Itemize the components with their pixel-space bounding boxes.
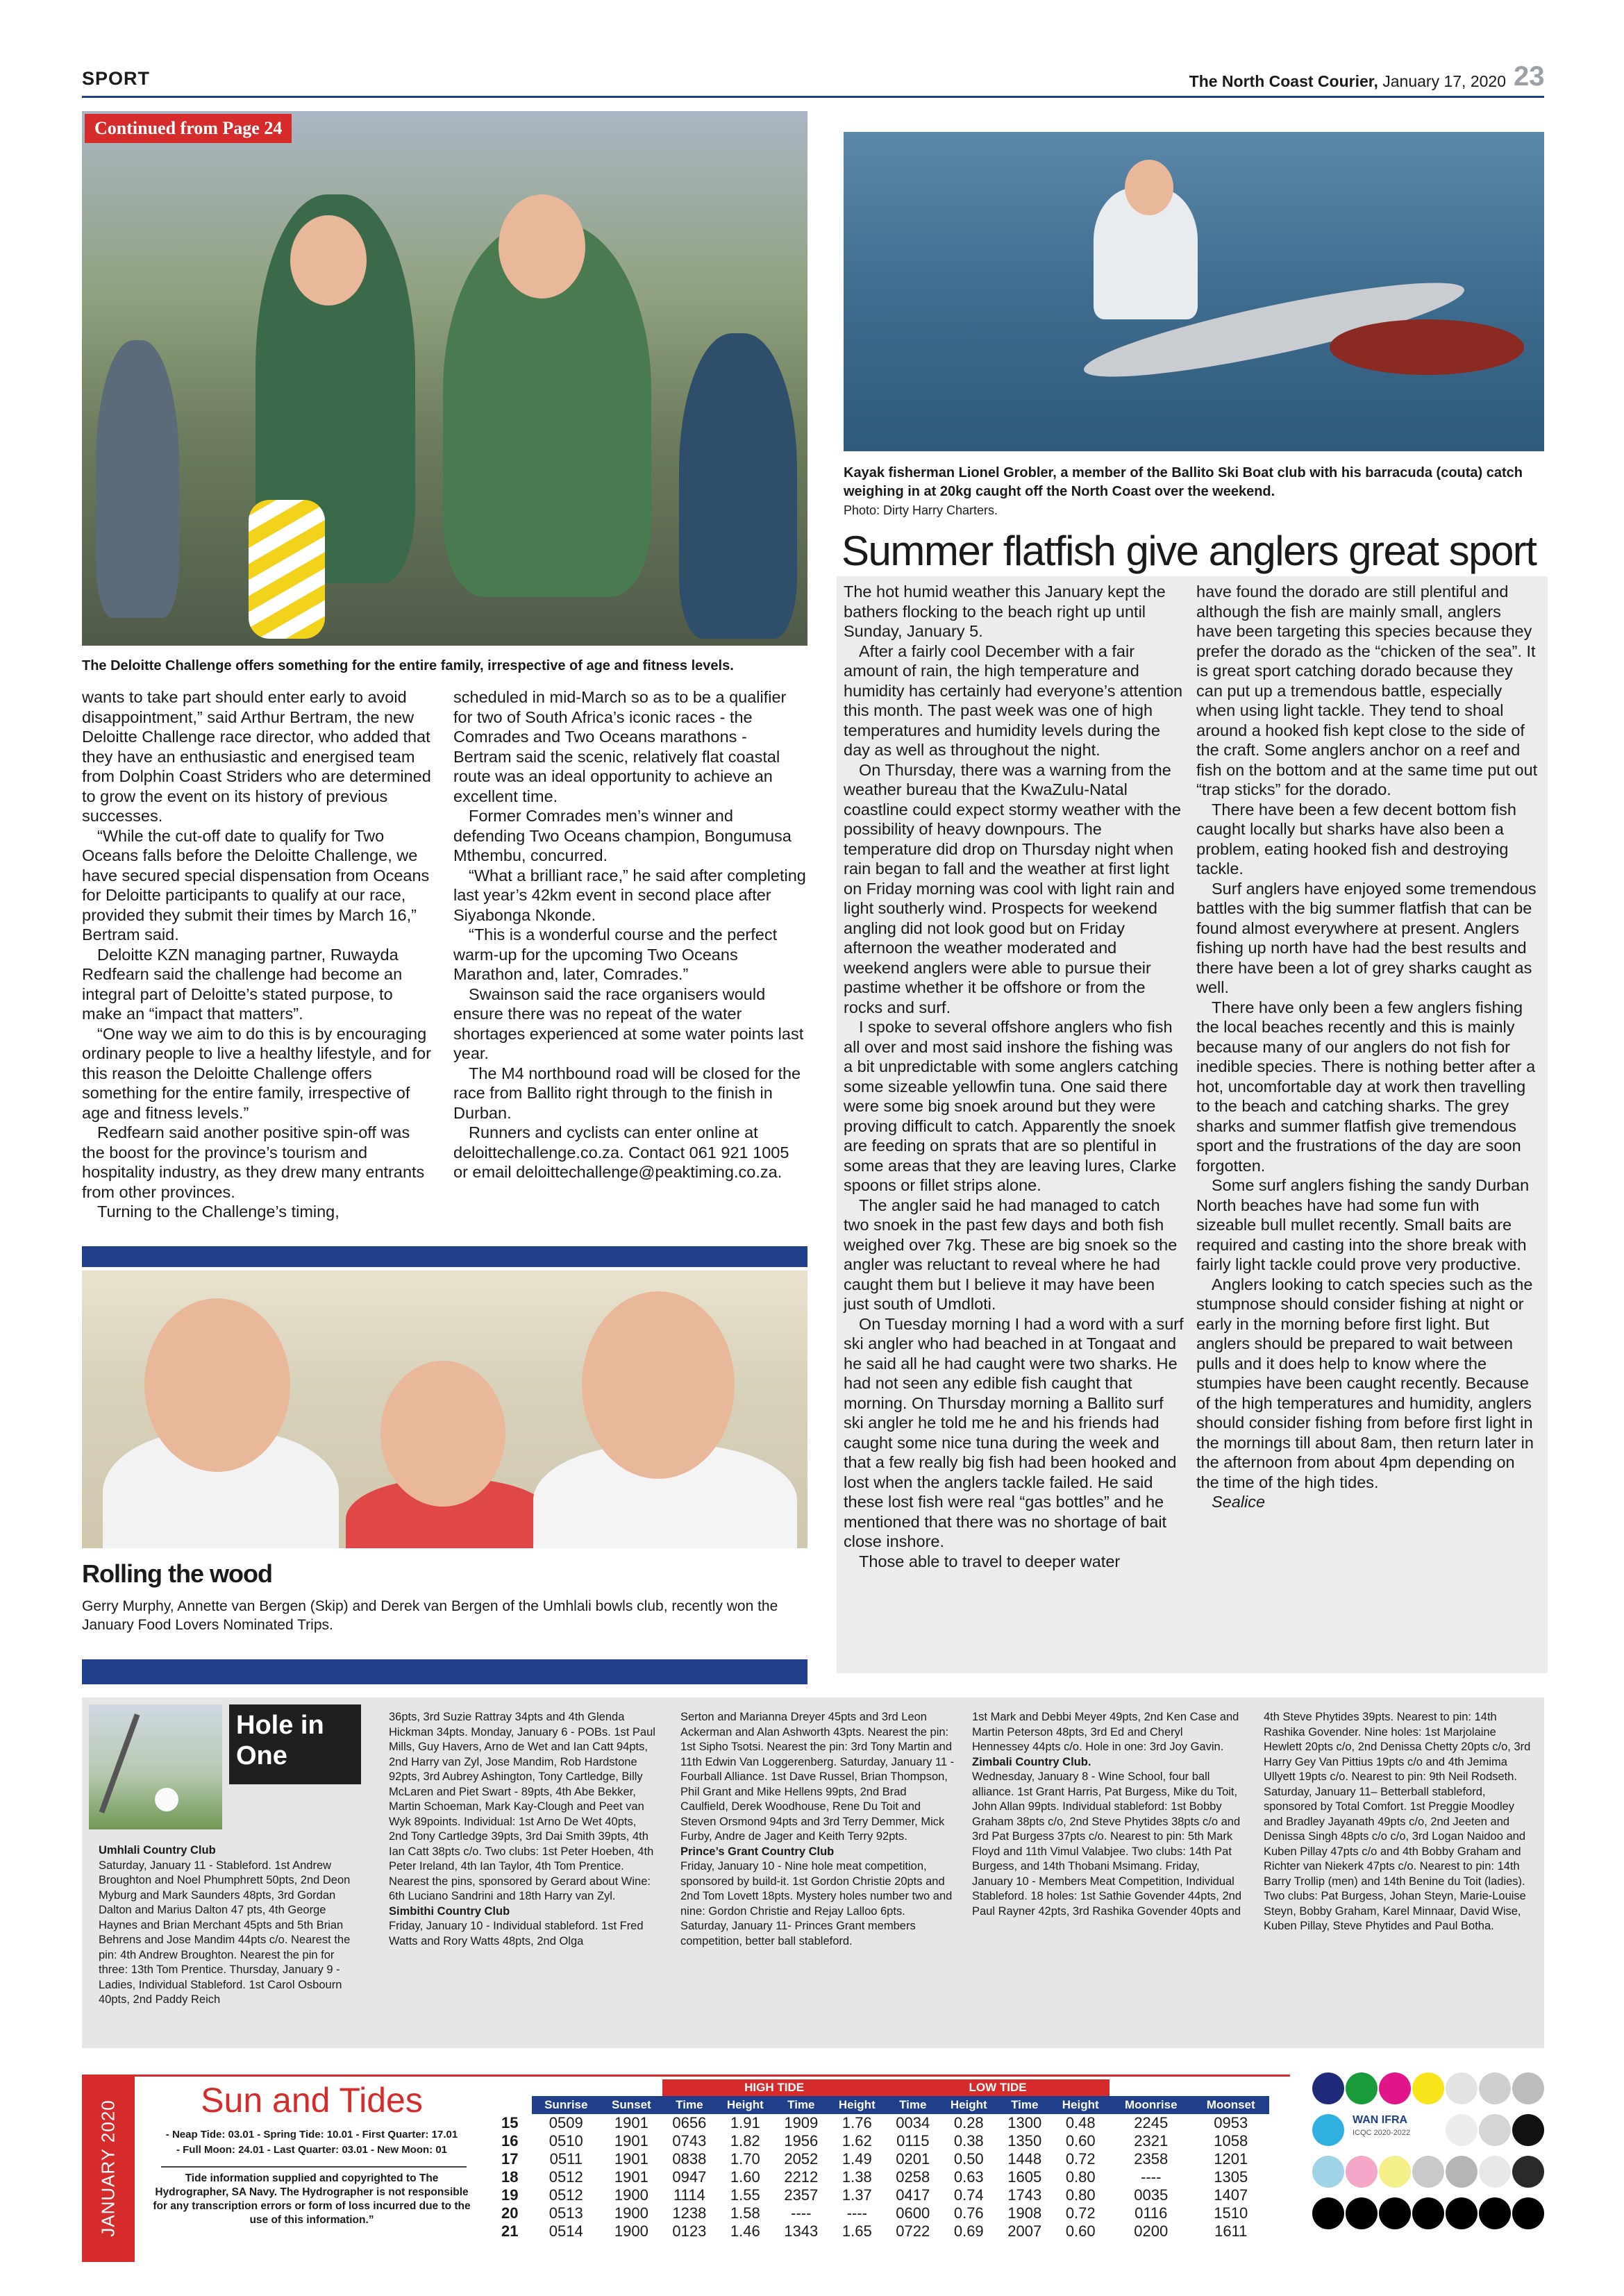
tide-cell: 0510 xyxy=(549,2132,583,2150)
photo-credit: Photo: Dirty Harry Charters. xyxy=(844,503,998,517)
tide-day: 19 xyxy=(501,2186,519,2204)
tide-cell: 0201 xyxy=(896,2150,930,2168)
tide-column-header: Height xyxy=(828,2096,887,2114)
colour-swatch xyxy=(1346,2197,1378,2229)
tide-cell: 1611 xyxy=(1214,2222,1248,2240)
blank-header xyxy=(499,2079,532,2096)
paragraph: There have only been a few anglers fishing the local beaches recently and this is mainly because many of our anglers do not fish for inedible species. There is nothing better after a hot, uncomfortable day at work then travelling to the beach and catching sharks. The grey sharks and summer flatfish give tremendous sport and the frustrations of the day are soon forgotten. xyxy=(1196,998,1536,1175)
tide-cell: 0600 xyxy=(896,2204,930,2222)
paragraph: The hot humid weather this January kept the bathers flocking to the beach right up until Sunday, January 5. xyxy=(844,583,1166,640)
tide-cell: 1.91 xyxy=(730,2114,760,2131)
tide-cell: 1201 xyxy=(1214,2150,1248,2168)
runners-story-col2 xyxy=(453,687,807,1182)
tide-row xyxy=(499,2132,1269,2150)
tide-cell: 1.37 xyxy=(842,2186,872,2204)
tide-cell: 0116 xyxy=(1135,2204,1168,2222)
moon-phase-notes xyxy=(149,2127,475,2158)
club-name: Prince’s Grant Country Club xyxy=(680,1845,835,1858)
tide-cell: 0953 xyxy=(1214,2114,1248,2131)
tide-cell: 0511 xyxy=(549,2150,583,2168)
golf-col3 xyxy=(680,1710,955,1949)
bowls-caption: Gerry Murphy, Annette van Bergen (Skip) and Derek van Bergen of the Umhlali bowls club, recently won the January Food Lovers Nominated Trips. xyxy=(82,1598,778,1633)
tide-cell: 0.76 xyxy=(953,2204,984,2222)
tide-cell: 0.60 xyxy=(1065,2222,1096,2240)
tide-row xyxy=(499,2186,1269,2204)
wan-ifra-sub: ICQC 2020-2022 xyxy=(1353,2129,1411,2137)
tide-cell: 1300 xyxy=(1007,2114,1042,2131)
tide-cell: 2007 xyxy=(1007,2222,1042,2240)
tide-cell: 0.80 xyxy=(1065,2168,1096,2186)
paragraph: scheduled in mid-March so as to be a qualifier for two of South Africa’s iconic races - the Comrades and Two Oceans marathons - Bertram said the scenic, relatively flat coastal route was an ideal opportunity to achieve an excellent time. xyxy=(453,688,787,805)
tide-cell: 0514 xyxy=(549,2222,583,2240)
tide-column-header: Height xyxy=(1051,2096,1110,2114)
tide-day: 20 xyxy=(501,2204,519,2222)
sun-tides-title: Sun and Tides xyxy=(201,2081,423,2120)
paragraph: Some surf anglers fishing the sandy Durban North beaches have had some fun with sizeable bull mullet recently. Small baits are required and casting into the shore break with fairly light tackle could prove very productive. xyxy=(1196,1176,1530,1273)
tide-day: 18 xyxy=(501,2168,519,2186)
colour-swatch xyxy=(1312,2156,1344,2188)
blank-header xyxy=(499,2096,532,2114)
month-label-wrap xyxy=(82,2075,135,2262)
golf-results-text: 36pts, 3rd Suzie Rattray 34pts and 4th Glenda Hickman 34pts. Monday, January 6 - POBs. 1st Paul Mills, Guy Havers, Arno de Wet and Ian Catt 94pts, 2nd Harry van Zyl, Jose Mandim, Rob Hardstone 92pts, 3rd Aubrey Ashington, Tony Cartledge, Billy McLaren and Piet Swart - 89pts, 4th Abe Bekker, Martin Schoeman, Mark Kay-Clough and Peet van Wyk 89points. Individual: 1st Arno De Wet 40pts, 2nd Tony Cartledge 39pts, 3rd Dai Smith 39pts, 4th Ian Catt 38pts c/o. Two clubs: 1st Peter Hoeben, 4th Peter Ireland, 4th Ian Taylor, 4th Tom Prentice. Nearest the pins, sponsored by Gerard about Wine: 6th Luciano Sandrini and 18th Harry van Zyl. xyxy=(389,1711,655,1902)
tide-cell: 0200 xyxy=(1134,2222,1169,2240)
tide-cell: 2212 xyxy=(784,2168,819,2186)
tide-column-header: Moonrise xyxy=(1110,2096,1192,2114)
colour-swatch xyxy=(1346,2156,1378,2188)
blank-header xyxy=(532,2079,662,2096)
paragraph: have found the dorado are still plentiful and although the fish are mainly small, anglers have been targeting this species because they prefer the dorado as the “chicken of the sea”. It is great sport catching dorado because they can put up a tremendous battle, especially when using light tackle. They tend to shoal around a hooked fish kept close to the side of the craft. Some anglers anchor on a reef and fish on the bottom and at the same time put out “trap sticks” for the dorado. xyxy=(1196,583,1538,798)
paragraph: On Tuesday morning I had a word with a surf ski angler who had beached in at Tongaat and he said all he had caught were two sharks. He had not seen any edible fish caught that morning. On Thursday morning a Ballito surf ski angler he told me he and his friends had caught some nice tuna during the week and that a few really big fish had been hooked and lost when the anglers tackle failed. He said these lost fish were real “gas bottles” and he mentioned that there was no shortage of bait close inshore. xyxy=(844,1314,1184,1550)
tide-row xyxy=(499,2222,1269,2240)
tide-cell: 1.46 xyxy=(730,2222,760,2240)
tide-cell: 1900 xyxy=(614,2204,648,2222)
high-tide-header: HIGH TIDE xyxy=(662,2079,886,2096)
colour-swatch xyxy=(1479,2114,1511,2146)
tide-cell: 1901 xyxy=(614,2168,648,2186)
divider xyxy=(161,2166,467,2168)
issue-date: January 17, 2020 xyxy=(1382,72,1506,90)
tide-cell: 2245 xyxy=(1134,2114,1169,2131)
colour-swatch xyxy=(1512,2072,1544,2104)
tide-cell: 0115 xyxy=(896,2132,930,2150)
paper-dateline xyxy=(1189,72,1506,91)
colour-swatch xyxy=(1346,2072,1378,2104)
tide-row xyxy=(499,2168,1269,2186)
colour-swatch xyxy=(1379,2197,1411,2229)
runners-story-col1 xyxy=(82,687,433,1222)
colour-swatch xyxy=(1312,2114,1344,2146)
tide-cell: ---- xyxy=(1141,2168,1162,2186)
tide-cell: 0.80 xyxy=(1065,2186,1096,2204)
tide-cell: 1901 xyxy=(614,2150,648,2168)
moon-note: - Full Moon: 24.01 - Last Quarter: 03.01 - New Moon: 01 xyxy=(176,2144,448,2156)
paragraph: “While the cut-off date to qualify for Two Oceans falls before the Deloitte Challenge, we have secured special dispensation from Oceans for Deloitte participants to qualify at our race, provided they submit their times by March 16,” Bertram said. xyxy=(82,826,430,944)
paragraph: “This is a wonderful course and the perfect warm-up for the upcoming Two Oceans Marathon and, later, Comrades.” xyxy=(453,925,778,983)
golf-results-text: Friday, January 10 - Nine hole meat competition, sponsored by build-it. 1st Gordon Christie 20pts and 2nd Tom Lovett 18pts. Mystery holes number two and nine: Gordon Christie and Rejay Lalloo 6pts. Saturday, January 11- Princes Grant members competition, better ball stableford. xyxy=(680,1860,953,1947)
colour-swatch xyxy=(1312,2197,1344,2229)
header-rule xyxy=(82,96,1544,98)
tide-cell: 0.48 xyxy=(1065,2114,1096,2131)
paragraph: Those able to travel to deeper water xyxy=(859,1552,1121,1570)
colour-swatch xyxy=(1412,2156,1444,2188)
tide-day: 15 xyxy=(501,2114,519,2131)
tide-cell: 1901 xyxy=(614,2132,648,2150)
paragraph: Deloitte KZN managing partner, Ruwayda Redfearn said the challenge had become an integral part of Deloitte’s stated purpose, to make an “impact that matters”. xyxy=(82,945,403,1023)
tide-cell: 1407 xyxy=(1214,2186,1248,2204)
byline: Sealice xyxy=(1212,1493,1266,1511)
moon-note: - Neap Tide: 03.01 - Spring Tide: 10.01 - First Quarter: 17.01 xyxy=(165,2129,458,2140)
paragraph: After a fairly cool December with a fair amount of rain, the high temperature and humidity has certainly had everyone’s attention this month. The past week was one of high temperatures and humidity levels during the day as well as throughout the night. xyxy=(844,642,1183,759)
page-number: 23 xyxy=(1514,61,1545,92)
paragraph: The M4 northbound road will be closed for the race from Ballito right through to the finish in Durban. xyxy=(453,1064,801,1122)
tide-cell: 2358 xyxy=(1134,2150,1169,2168)
paragraph: Swainson said the race organisers would ensure there was no repeat of the water shortages experienced at some water points last year. xyxy=(453,984,804,1062)
tide-column-header: Sunset xyxy=(601,2096,663,2114)
colour-swatch xyxy=(1312,2072,1344,2104)
kayak-photo xyxy=(844,132,1544,451)
kayak-caption xyxy=(844,464,1544,520)
tide-cell: 2357 xyxy=(784,2186,819,2204)
tide-column-header: Time xyxy=(886,2096,939,2114)
colour-swatch xyxy=(1379,2072,1411,2104)
tide-cell: 1114 xyxy=(673,2186,705,2204)
colour-swatch xyxy=(1512,2114,1544,2146)
tide-cell: 0947 xyxy=(672,2168,707,2186)
tide-cell: 0.74 xyxy=(953,2186,984,2204)
tide-column-header: Sunrise xyxy=(532,2096,601,2114)
tide-cell: 1.55 xyxy=(730,2186,760,2204)
club-name: Zimbali Country Club. xyxy=(972,1755,1091,1768)
tide-cell: ---- xyxy=(846,2204,867,2222)
tide-cell: 0513 xyxy=(549,2204,583,2222)
golf-results-text: Saturday, January 11 - Stableford. 1st Andrew Broughton and Noel Phumphrett 50pts, 2nd Deon Myburg and Mark Saunders 48pts, 3rd Gordan Dalton and Marius Dalton 47 pts, 4th George Haynes and Brian Merchant 45pts and 5th Brian Behrens and Jose Mandim 44pts c/o. Nearest the pin: 4th Andrew Broughton. Nearest the pin for three: 13th Tom Prentice. Thursday, January 9 - Ladies, Individual Stableford. 1st Carol Osbourn 40pts, 2nd Paddy Reich xyxy=(99,1859,351,2006)
tide-cell: 1.60 xyxy=(730,2168,760,2186)
tide-cell: 1.58 xyxy=(730,2204,760,2222)
colour-swatch xyxy=(1412,2197,1444,2229)
tide-cell: 0035 xyxy=(1134,2186,1169,2204)
tide-cell: 0509 xyxy=(549,2114,583,2131)
tide-cell: 0034 xyxy=(896,2114,930,2131)
tide-cell: 0512 xyxy=(549,2168,583,2186)
paragraph: Redfearn said another positive spin-off was the boost for the province’s tourism and hospitality industry, as they drew many entrants from other provinces. xyxy=(82,1123,425,1201)
fishing-col2 xyxy=(1196,582,1540,1512)
runners-photo-caption: The Deloitte Challenge offers something for the entire family, irrespective of age and fitness levels. xyxy=(82,658,734,673)
tide-cell: 1605 xyxy=(1007,2168,1042,2186)
tide-cell: 0417 xyxy=(896,2186,930,2204)
paragraph: Former Comrades men’s winner and defending Two Oceans champion, Bongumusa Mthembu, concurred. xyxy=(453,807,792,864)
tide-cell: 0722 xyxy=(896,2222,930,2240)
golf-results-text: Wednesday, January 8 - Wine School, four ball alliance. 1st Grant Harris, Pat Burgess, Mike du Toit, John Allan 99pts. Individual stableford: 1st Bobby Graham 38pts c/o, 2nd Steve Phytides 38pts c/o and 3rd Pat Burgess 37pts c/o. Nearest to pin: 5th Mark Floyd and 11th Vimul Valabjee. Two clubs: 14th Pat Burgess, and 14th Thobani Msimang. Friday, January 10 - Members Meat Competition, Individual Stableford. 18 holes: 1st Sathie Govender 44pts, 2nd Paul Rayner 42pts, 3rd Rashika Govender 40pts and xyxy=(972,1770,1242,1918)
wan-ifra-logo: WAN IFRA xyxy=(1353,2114,1408,2126)
paragraph: wants to take part should enter early to avoid disappointment,” said Arthur Bertram, the new Deloitte Challenge race director, who added that they have an enthusiastic and energised team from Dolphin Coast Striders who are determined to grow the event on its history of previous successes. xyxy=(82,688,431,825)
colour-swatch xyxy=(1512,2156,1544,2188)
tide-cell: 1909 xyxy=(784,2114,819,2131)
tide-row xyxy=(499,2150,1269,2168)
tide-cell: 1510 xyxy=(1214,2204,1248,2222)
bowls-title: Rolling the wood xyxy=(82,1559,272,1588)
golf-col2 xyxy=(389,1710,656,1949)
tide-cell: 1908 xyxy=(1007,2204,1042,2222)
club-name: Simbithi Country Club xyxy=(389,1904,510,1918)
fishing-col1 xyxy=(844,582,1184,1571)
paragraph: I spoke to several offshore anglers who fish all over and most said inshore the fishing was a bit unpredictable with some anglers catching some sizeable yellowfin tuna. One said there were some big snoek around but they were proving difficult to catch. Apparently the snoek are feeding on sprats that are so plentiful in some areas that they are leaving lures, Clarke spoons or fillet strips alone. xyxy=(844,1018,1179,1194)
bowls-photo xyxy=(82,1271,807,1548)
tide-cell: 0.72 xyxy=(1065,2150,1096,2168)
tide-cell: 1343 xyxy=(784,2222,819,2240)
month-label: JANUARY 2020 xyxy=(97,2100,119,2237)
hole-in-one-title: Hole in One xyxy=(229,1704,361,1784)
tide-cell: 0.63 xyxy=(953,2168,984,2186)
tide-cell: 1238 xyxy=(672,2204,707,2222)
tide-cell: 0512 xyxy=(549,2186,583,2204)
tide-day: 16 xyxy=(501,2132,519,2150)
tide-cell: 0258 xyxy=(896,2168,930,2186)
paragraph: There have been a few decent bottom fish caught locally but sharks have also been a problem, eating hooked fish and destroying tackle. xyxy=(1196,800,1516,878)
blank-header xyxy=(1110,2079,1269,2096)
tide-cell: 1743 xyxy=(1007,2186,1042,2204)
tide-column-header: Height xyxy=(939,2096,998,2114)
tide-cell: 0.50 xyxy=(953,2150,984,2168)
paper-name: The North Coast Courier, xyxy=(1189,72,1378,90)
tide-cell: ---- xyxy=(791,2204,812,2222)
paragraph: Surf anglers have enjoyed some tremendous battles with the big summer flatfish that can be found almost everywhere at present. Anglers fishing up north have had the best results and there have been a lot of grey sharks caught as well. xyxy=(1196,879,1537,996)
section-bar xyxy=(82,1659,807,1684)
paragraph: “What a brilliant race,” he said after completing last year’s 42km event in second place after Siyabonga Nkonde. xyxy=(453,866,806,924)
paragraph: “One way we aim to do this is by encouraging ordinary people to live a healthy lifestyle, and for this reason the Deloitte Challenge offers something for the entire family, irrespective of age and fitness levels.” xyxy=(82,1024,431,1122)
tide-cell: 1.76 xyxy=(842,2114,872,2131)
colour-swatch xyxy=(1479,2156,1511,2188)
tide-row xyxy=(499,2114,1269,2132)
tide-cell: 1.49 xyxy=(842,2150,872,2168)
tide-cell: 1.62 xyxy=(842,2132,872,2150)
tide-table xyxy=(499,2079,1269,2240)
golf-results-text: Serton and Marianna Dreyer 45pts and 3rd Leon Ackerman and Alan Ashworth 43pts. Nearest the pin: 1st Sipho Tsotsi. Nearest the pin: 3rd Tony Martin and 11th Edwin Van Loggerenberg. Saturday, January 11 - Fourball Alliance. 1st Dave Russel, Brian Thompson, Phil Grant and Mike Hellens 99pts, 2nd Brad Caulfield, Derek Woodhouse, Rene Du Toit and Steven Orsmond 94pts and 3rd Terry Demmer, Mick Furby, Andre de Jager and Keith Terry 92pts. xyxy=(680,1711,955,1843)
section-label: SPORT xyxy=(82,68,151,89)
colour-swatch xyxy=(1446,2156,1477,2188)
fishing-headline: Summer flatfish give anglers great sport xyxy=(842,528,1537,574)
paragraph: Turning to the Challenge’s timing, xyxy=(97,1203,340,1221)
paragraph: Anglers looking to catch species such as the stumpnose should consider fishing at night or early in the morning before first light. But anglers should be prepared to wait between pulls and it does help to know where the stumpies have been caught recently. Because of the high temperatures and humidity, anglers should consider fishing from before first light in the mornings till about 8am, then return later in the afternoon from about 4pm depending on the time of the high tides. xyxy=(1196,1275,1534,1491)
tide-cell: 0656 xyxy=(672,2114,707,2131)
golf-results-text: 1st Mark and Debbi Meyer 49pts, 2nd Ken Case and Martin Peterson 48pts, 3rd Ed and Cheryl Hennessey 44pts c/o. Hole in one: 3rd Joy Gavin. xyxy=(972,1711,1239,1753)
colour-swatch xyxy=(1446,2197,1477,2229)
golf-col4 xyxy=(972,1710,1243,1919)
golf-col5 xyxy=(1264,1710,1534,1934)
colour-swatch xyxy=(1512,2197,1544,2229)
tide-cell: 0.38 xyxy=(953,2132,984,2150)
paragraph: The angler said he had managed to catch two snoek in the past few days and both fish weighed over 7kg. These are big snoek so the angler was reluctant to reveal where he had caught them but I believe it may have been just south of Umdloti. xyxy=(844,1196,1178,1313)
tide-cell: 1.82 xyxy=(730,2132,760,2150)
tide-cell: 0.28 xyxy=(953,2114,984,2131)
tide-cell: 1956 xyxy=(784,2132,819,2150)
tide-cell: 1448 xyxy=(1007,2150,1042,2168)
tide-cell: 0743 xyxy=(672,2132,707,2150)
tide-cell: 1.65 xyxy=(842,2222,872,2240)
golf-results-text: 4th Steve Phytides 39pts. Nearest to pin: 14th Rashika Govender. Nine holes: 1st Marjolaine Hewlett 20pts c/o, 2nd Denissa Chetty 20pts c/o, 3rd Harry Gey Van Pittius 19pts c/o and 4th Jemima Ullyett 19pts c/o. Nearest to pin: 9th Neil Rodseth. Saturday, January 11– Betterball stableford, sponsored by Total Comfort. 1st Preggie Moodley and Bradley Jayanath 49pts c/o, 2nd Jeeten and Denissa Singh 48pts c/o c/o, 3rd Logan Naidoo and Kuben Pillay 47pts c/o and 4th Bobby Graham and Richter van Niekerk 47pts c/o. Nearest to pin: 14th Barry Trollip (men) and 14th Benine du Toit (ladies). Two clubs: Pat Burgess, Johan Steyn, Marie-Louise Steyn, Bobby Graham, Karel Minnaar, David Wise, Kuben Pillay, Steve Phytides and Paul Botha. xyxy=(1264,1711,1531,1932)
tide-cell: 1901 xyxy=(614,2114,648,2131)
tide-cell: 1.70 xyxy=(730,2150,760,2168)
tide-cell: 1900 xyxy=(614,2186,648,2204)
tide-cell: 0.60 xyxy=(1065,2132,1096,2150)
runners-photo xyxy=(82,111,807,646)
tide-cell: 1305 xyxy=(1214,2168,1248,2186)
colour-swatch xyxy=(1446,2114,1477,2146)
low-tide-header: LOW TIDE xyxy=(886,2079,1110,2096)
tide-copyright: Tide information supplied and copyrighted to The Hydrographer, SA Navy. The Hydrographer is not responsible for any transcription errors or form of loss incurred due to the use of this information.” xyxy=(153,2172,471,2226)
tide-cell: 2052 xyxy=(784,2150,819,2168)
golf-ball-photo xyxy=(89,1704,222,1829)
tide-cell: 0.72 xyxy=(1065,2204,1096,2222)
tide-cell: 0123 xyxy=(672,2222,707,2240)
tide-cell: 0.69 xyxy=(953,2222,984,2240)
golf-results-text: Friday, January 10 - Individual stableford. 1st Fred Watts and Rory Watts 48pts, 2nd Olga xyxy=(389,1920,644,1947)
section-bar xyxy=(82,1246,807,1267)
print-colour-bar xyxy=(1312,2072,1544,2239)
tide-cell: 0838 xyxy=(672,2150,707,2168)
tide-column-header: Time xyxy=(774,2096,828,2114)
tide-column-header: Height xyxy=(717,2096,775,2114)
tide-column-header: Time xyxy=(662,2096,716,2114)
colour-swatch xyxy=(1446,2072,1477,2104)
club-name: Umhlali Country Club xyxy=(99,1844,216,1857)
tide-cell: 1900 xyxy=(614,2222,648,2240)
tide-cell: 2321 xyxy=(1134,2132,1169,2150)
tide-row xyxy=(499,2204,1269,2222)
colour-swatch xyxy=(1379,2156,1411,2188)
golf-col1 xyxy=(99,1843,362,2008)
tide-cell: 1.38 xyxy=(842,2168,872,2186)
kayak-caption-text: Kayak fisherman Lionel Grobler, a member of the Ballito Ski Boat club with his barracuda (couta) catch weighing in at 20kg caught off the North Coast over the weekend. xyxy=(844,465,1523,499)
tide-column-header: Moonset xyxy=(1192,2096,1269,2114)
tide-day: 17 xyxy=(501,2150,519,2168)
continued-tag: Continued from Page 24 xyxy=(85,114,292,143)
tide-cell: 1350 xyxy=(1007,2132,1042,2150)
colour-swatch xyxy=(1479,2197,1511,2229)
paragraph: Runners and cyclists can enter online at deloittechallenge.co.za. Contact 061 921 1005 or email deloittechallenge@peaktiming.co.za. xyxy=(453,1123,789,1181)
tide-column-header: Time xyxy=(998,2096,1051,2114)
paragraph: On Thursday, there was a warning from the weather bureau that the KwaZulu-Natal coastline could expect stormy weather with the possibility of heavy downpours. The temperature did drop on Thursday night when rain began to fall and the weather at first light on Friday morning was cool with light rain and light southerly wind. Prospects for weekend angling did not look good but on Friday afternoon the weather moderated and weekend anglers were able to pursue their pastime whether it be offshore or from the rocks and surf. xyxy=(844,760,1181,1016)
colour-swatch xyxy=(1479,2072,1511,2104)
colour-swatch xyxy=(1412,2072,1444,2104)
tide-day: 21 xyxy=(501,2222,519,2240)
tide-cell: 1058 xyxy=(1214,2132,1248,2150)
